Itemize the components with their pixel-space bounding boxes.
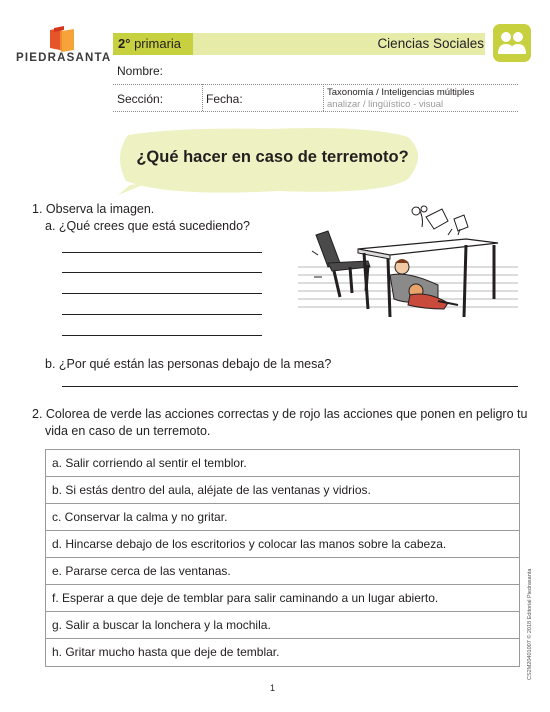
question-2-label: 2. Colorea de verde las acciones correctas y de rojo las acciones que ponen en peligro tu xyxy=(32,407,528,421)
section-label: Sección: xyxy=(117,92,164,106)
list-item[interactable]: b. Si estás dentro del aula, aléjate de las ventanas y vidrios. xyxy=(46,477,519,504)
divider xyxy=(202,84,203,111)
actions-list xyxy=(45,449,520,667)
list-item[interactable]: h. Gritar mucho hasta que deje de temblar. xyxy=(52,645,280,659)
taxonomy-detail: analizar / lingüístico - visual xyxy=(327,99,444,110)
book-logo-icon xyxy=(48,26,76,52)
answer-line xyxy=(62,293,262,294)
date-label: Fecha: xyxy=(206,92,243,106)
list-item[interactable]: g. Salir a buscar la lonchera y la mochila. xyxy=(46,612,519,639)
answer-line xyxy=(62,386,518,387)
answer-line xyxy=(62,335,262,336)
question-1b-label: b. ¿Por qué están las personas debajo de la mesa? xyxy=(45,357,332,371)
list-item[interactable]: e. Pararse cerca de las ventanas. xyxy=(46,558,519,585)
list-item[interactable]: a. Salir corriendo al sentir el temblor. xyxy=(46,450,519,477)
subject-label: Ciencias Sociales xyxy=(377,36,484,51)
list-item[interactable]: d. Hincarse debajo de los escritorios y colocar las manos sobre la cabeza. xyxy=(46,531,519,558)
page-number: 1 xyxy=(270,683,276,693)
group-icon xyxy=(493,24,531,62)
divider xyxy=(113,84,518,85)
list-item[interactable]: f. Esperar a que deje de temblar para salir caminando a un lugar abierto. xyxy=(46,585,519,612)
question-2-label-continued: vida en caso de un terremoto. xyxy=(45,424,211,438)
answer-line xyxy=(62,272,262,273)
question-1-label: 1. Observa la imagen. xyxy=(32,202,155,216)
name-label: Nombre: xyxy=(117,64,164,78)
page-title: ¿Qué hacer en caso de terremoto? xyxy=(136,148,409,166)
question-1a-label: a. ¿Qué crees que está sucediendo? xyxy=(45,219,250,233)
answer-line xyxy=(62,252,262,253)
divider xyxy=(323,84,324,111)
answer-line xyxy=(62,314,262,315)
taxonomy-label: Taxonomía / Inteligencias múltiples xyxy=(327,87,475,98)
publisher-logo-text: PIEDRASANTA xyxy=(16,52,112,64)
divider xyxy=(113,111,518,112)
copyright-code: CS2M20401007 © 2018 Editorial Piedrasanta xyxy=(527,568,533,680)
list-item[interactable]: c. Conservar la calma y no gritar. xyxy=(46,504,519,531)
grade-label: 2° primaria xyxy=(118,36,182,51)
earthquake-illustration xyxy=(298,205,518,333)
